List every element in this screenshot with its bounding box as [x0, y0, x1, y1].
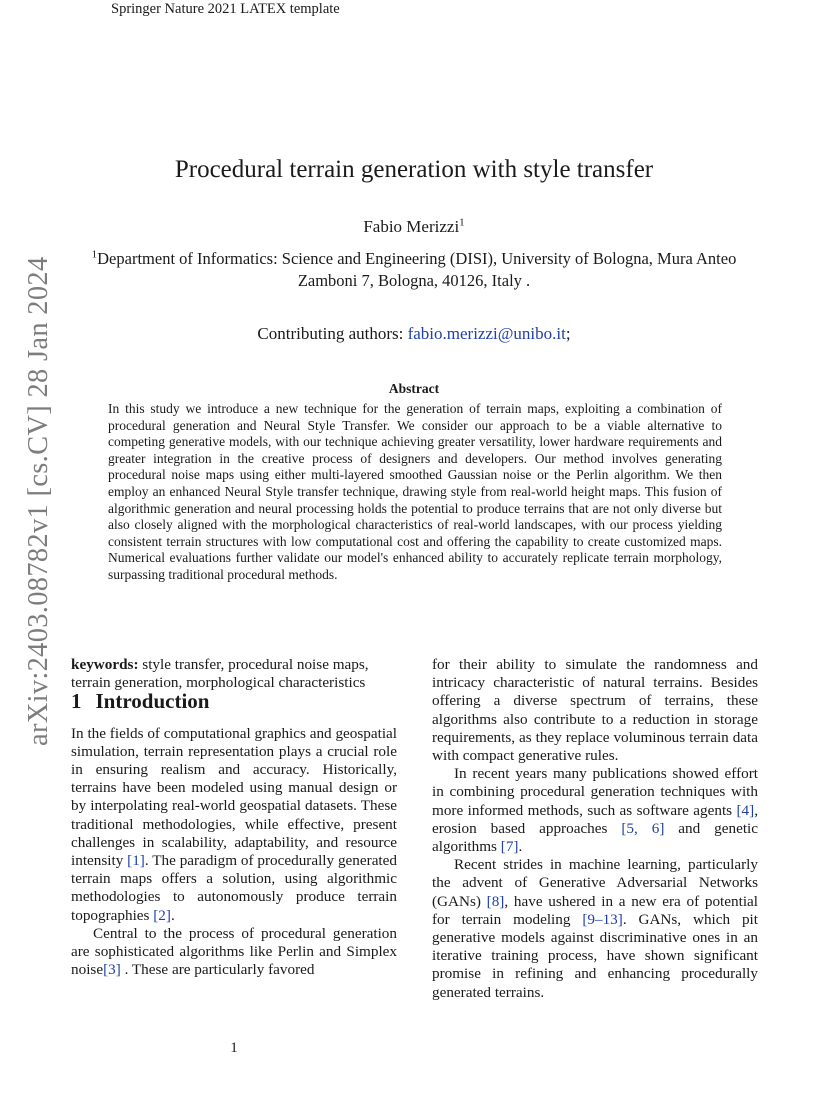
- author-name: Fabio Merizzi: [363, 217, 460, 236]
- author-email-link[interactable]: fabio.merizzi@unibo.it: [407, 324, 566, 343]
- intro-paragraph-1: [71, 725, 397, 925]
- right-column: [432, 656, 758, 1002]
- page-number: 1: [230, 1040, 238, 1056]
- text-span: . The paradigm of procedurally generated terrain maps offers a solution, using algorithmic methodologies to autonomously produce terrain topographies: [71, 852, 397, 924]
- intro-paragraph-4: [432, 856, 758, 1002]
- text-span: . GANs, which pit generative models against discriminative ones in an iterative training process, have shown significant promise in refining and enhancing procedurally generated terrains.: [432, 910, 758, 1001]
- citation-link[interactable]: [7]: [500, 838, 519, 856]
- affiliation: [88, 248, 740, 291]
- author-affil-mark: 1: [459, 216, 465, 229]
- affil-mark: 1: [91, 248, 98, 261]
- abstract-heading: Abstract: [388, 381, 440, 396]
- contact-label: Contributing authors:: [257, 324, 404, 343]
- contact-line: [100, 324, 728, 344]
- text-span: Recent strides in machine learning, particularly the advent of Generative Adversarial Networks (GANs): [432, 856, 758, 910]
- running-header: Springer Nature 2021 LATEX template: [111, 1, 340, 17]
- left-column: [71, 656, 397, 979]
- text-span: , have ushered in a new era of potential for terrain modeling: [432, 892, 758, 928]
- author-line: [100, 217, 728, 237]
- text-span: , erosion based approaches: [432, 801, 758, 837]
- abstract-text: In this study we introduce a new technique for the generation of terrain maps, exploiting a combination of procedural generation and Neural Style Transfer. We consider our approach to be a viable alternative to competing generative models, with our technique achieving greater versatility, lower hardware requirements and greater integration in the creative process of designers and developers. Our method involves generating procedural noise maps using either multi-layered smoothed Gaussian noise or the Perlin algorithm. We then employ an enhanced Neural Style transfer technique, drawing style from real-world height maps. This fusion of algorithmic generation and neural processing holds the potential to produce terrains that are not only diverse but also closely aligned with the morphological characteristics of real-world landscapes, with our process yielding consistent terrain structures with low computational cost and offering the capability to create customized maps. Numerical evaluations further validate our model's enhanced ability to accurately replicate terrain morphology, surpassing traditional procedural methods.: [108, 401, 722, 582]
- affiliation-text: Department of Informatics: Science and Engineering (DISI), University of Bologna, Mura Anteo Zamboni 7, Bologna, 40126, Italy .: [97, 249, 737, 290]
- keywords-label: keywords:: [71, 656, 139, 673]
- text-span: . These are particularly favored: [120, 961, 315, 979]
- text-span: In the fields of computational graphics and geospatial simulation, terrain representation plays a crucial role in ensuring realism and accuracy. Historically, terrains have been modeled using manual design or by interpolating real-world geospatial datasets. These traditional methodologies, while effective, present challenges in scalability, adaptability, and resource intensity: [71, 724, 398, 870]
- intro-paragraph-3: [432, 765, 758, 856]
- text-span: Central to the process of procedural generation are sophisticated algorithms like Perlin and Simplex noise: [71, 924, 397, 979]
- section-number: 1: [71, 689, 82, 714]
- arxiv-side-stamp: arXiv:2403.08782v1 [cs.CV] 28 Jan 2024: [23, 256, 54, 747]
- citation-link[interactable]: [3]: [103, 961, 121, 979]
- section-title: Introduction: [95, 689, 210, 714]
- intro-paragraph-2-cont: for their ability to simulate the randomness and intricacy characteristic of natural terrains. Besides offering a diverse spectrum of terrains, these algorithms also contribute to a reduction in storage requirements, as they replace voluminous terrain data with compact generative rules.: [432, 656, 758, 765]
- text-span: In recent years many publications showed effort in combining procedural generation techniques with more informed methods, such as software agents: [432, 765, 758, 819]
- text-span: .: [518, 838, 523, 856]
- text-span: .: [170, 906, 175, 924]
- section-heading: [71, 689, 397, 714]
- citation-link[interactable]: [4]: [736, 801, 755, 819]
- citation-link[interactable]: [8]: [486, 892, 505, 910]
- text-span: and genetic algorithms: [432, 819, 759, 856]
- citation-link[interactable]: [5, 6]: [621, 819, 665, 837]
- keywords: [71, 656, 397, 692]
- citation-link[interactable]: [9–13]: [582, 910, 623, 928]
- intro-paragraph-2-start: [71, 925, 397, 980]
- keywords-text: style transfer, procedural noise maps, terrain generation, morphological characteristics: [71, 656, 369, 692]
- citation-link[interactable]: [1]: [127, 852, 145, 870]
- paper-title: Procedural terrain generation with style transfer: [174, 156, 654, 183]
- citation-link[interactable]: [2]: [153, 906, 171, 924]
- contact-suffix: ;: [565, 324, 571, 343]
